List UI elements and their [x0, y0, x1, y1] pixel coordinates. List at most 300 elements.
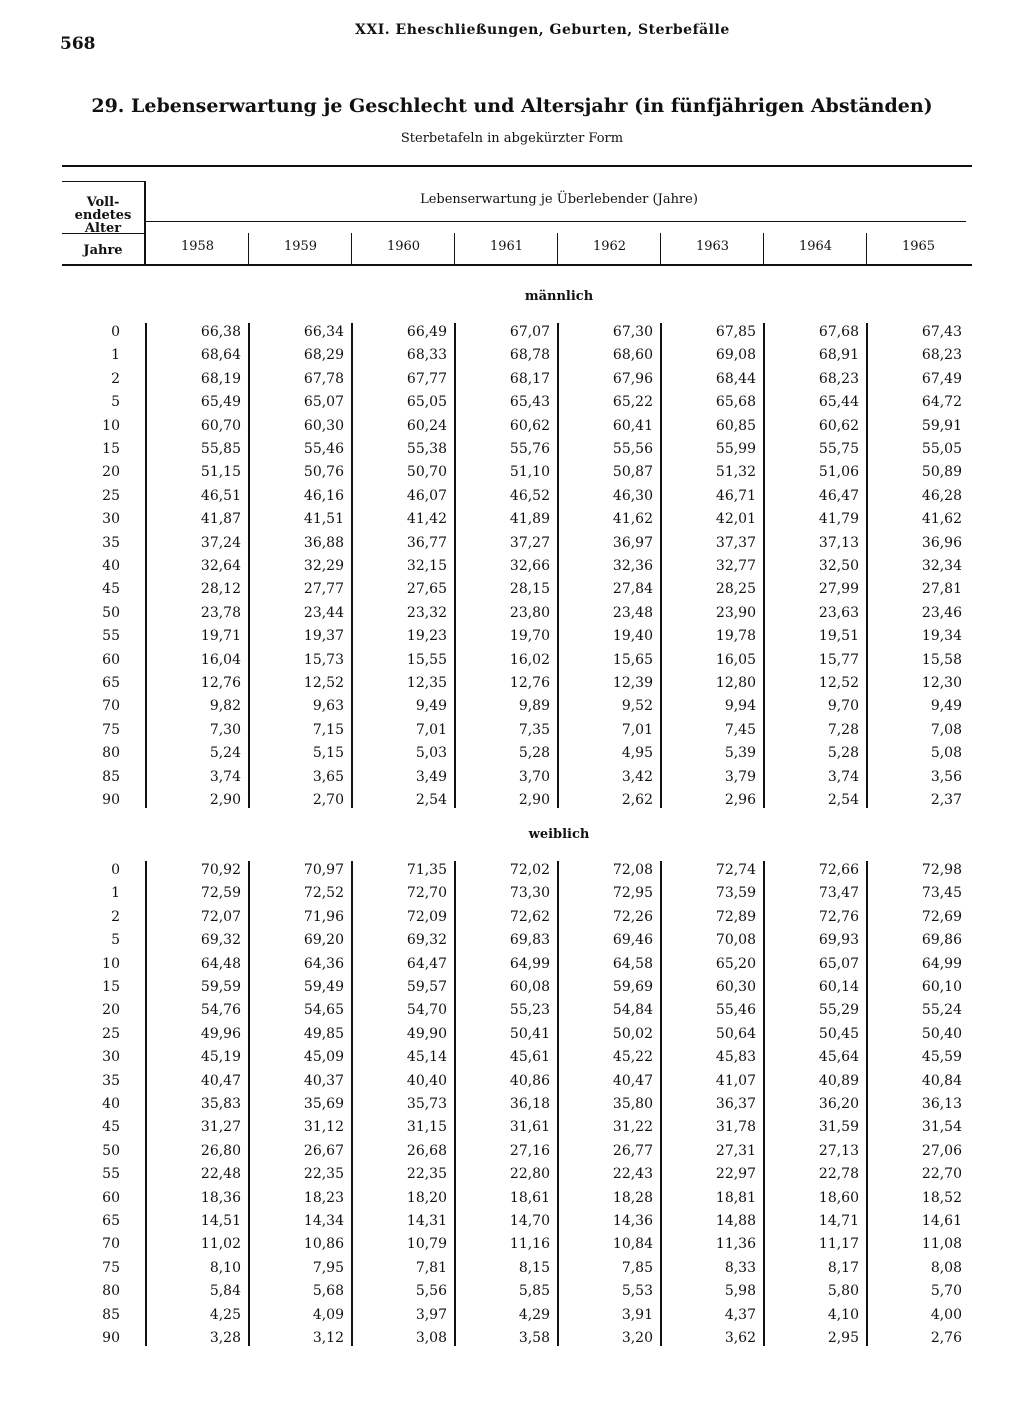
- value-cell: 19,78: [715, 628, 756, 645]
- value-cell: 23,48: [612, 604, 653, 621]
- value-cell: 72,89: [715, 908, 756, 925]
- value-cell: 23,80: [509, 604, 550, 621]
- value-cell: 9,52: [621, 698, 653, 715]
- value-cell: 14,51: [200, 1213, 241, 1229]
- value-cell: 68,60: [612, 347, 653, 364]
- table-subtitle: Sterbetafeln in abgekürzter Form: [400, 131, 624, 146]
- year-header-divider: [351, 233, 352, 264]
- value-cell: 60,70: [200, 417, 241, 434]
- table-row: [62, 1304, 972, 1327]
- value-cell: 72,07: [200, 908, 241, 925]
- value-cell: 18,52: [921, 1189, 962, 1206]
- age-header-line-1: Voll-: [86, 195, 120, 210]
- value-cell: 22,43: [612, 1166, 653, 1183]
- value-cell: 37,24: [200, 534, 241, 551]
- value-cell: 68,78: [509, 347, 550, 364]
- value-cell: 69,86: [921, 932, 962, 949]
- value-cell: 31,12: [303, 1119, 344, 1136]
- value-cell: 46,16: [303, 487, 344, 504]
- value-cell: 2,70: [312, 792, 344, 808]
- value-cell: 72,52: [303, 885, 344, 902]
- value-cell: 27,99: [818, 581, 859, 598]
- value-cell: 64,48: [200, 955, 241, 972]
- value-cell: 37,13: [818, 534, 859, 551]
- value-cell: 5,56: [415, 1283, 447, 1300]
- value-cell: 9,89: [518, 698, 550, 715]
- age-cell: 2: [111, 908, 120, 925]
- value-cell: 18,36: [200, 1189, 241, 1206]
- age-cell: 0: [111, 324, 120, 340]
- table-row: [62, 953, 972, 976]
- value-cell: 65,22: [612, 394, 653, 411]
- value-cell: 59,59: [200, 979, 241, 995]
- value-cell: 3,65: [312, 768, 344, 785]
- value-cell: 23,63: [818, 604, 859, 621]
- value-cell: 54,84: [612, 1002, 653, 1019]
- value-cell: 59,49: [303, 979, 344, 995]
- age-cell: 70: [102, 1236, 120, 1253]
- table-row: [62, 1046, 972, 1069]
- value-cell: 40,47: [612, 1072, 653, 1089]
- value-cell: 2,54: [827, 792, 859, 808]
- value-cell: 45,22: [612, 1049, 653, 1066]
- value-cell: 2,95: [827, 1330, 859, 1346]
- value-cell: 65,05: [406, 394, 447, 411]
- value-cell: 11,08: [921, 1236, 962, 1253]
- value-cell: 5,98: [724, 1283, 756, 1300]
- value-cell: 3,12: [312, 1330, 344, 1346]
- age-cell: 40: [102, 1096, 120, 1112]
- table-row: [62, 1116, 972, 1139]
- value-cell: 23,44: [303, 604, 344, 621]
- value-cell: 7,28: [827, 721, 859, 738]
- year-header: 1962: [592, 239, 627, 254]
- value-cell: 68,91: [818, 347, 859, 364]
- value-cell: 51,15: [200, 464, 241, 481]
- value-cell: 66,38: [200, 324, 241, 340]
- value-cell: 22,35: [303, 1166, 344, 1183]
- value-cell: 32,64: [200, 558, 241, 574]
- age-cell: 35: [102, 534, 120, 551]
- value-cell: 7,01: [415, 721, 447, 738]
- value-cell: 15,73: [303, 651, 344, 668]
- table-title: 29. Lebenserwartung je Geschlecht und Altersjahr (in fünfjährigen Abständen): [91, 95, 933, 117]
- value-cell: 54,76: [200, 1002, 241, 1019]
- value-cell: 5,28: [827, 745, 859, 762]
- value-cell: 18,81: [715, 1189, 756, 1206]
- age-cell: 10: [102, 955, 120, 972]
- value-cell: 23,78: [200, 604, 241, 621]
- value-cell: 4,10: [827, 1306, 859, 1323]
- table-row: [62, 1327, 972, 1350]
- value-cell: 31,15: [406, 1119, 447, 1136]
- value-cell: 50,02: [612, 1025, 653, 1042]
- table-row: [62, 368, 972, 391]
- year-header: 1959: [283, 239, 318, 254]
- value-cell: 2,37: [930, 792, 962, 808]
- value-cell: 22,97: [715, 1166, 756, 1183]
- value-cell: 41,62: [921, 511, 962, 528]
- value-cell: 12,52: [818, 675, 859, 691]
- value-cell: 4,95: [621, 745, 653, 762]
- value-cell: 55,46: [303, 441, 344, 457]
- value-cell: 50,70: [406, 464, 447, 481]
- value-cell: 41,07: [715, 1072, 756, 1089]
- table-row: [62, 1187, 972, 1210]
- value-cell: 5,70: [930, 1283, 962, 1300]
- value-cell: 36,88: [303, 534, 344, 551]
- value-cell: 55,76: [509, 441, 550, 457]
- value-cell: 4,37: [724, 1306, 756, 1323]
- value-cell: 32,77: [715, 558, 756, 574]
- value-cell: 12,39: [612, 675, 653, 691]
- value-cell: 66,49: [406, 324, 447, 340]
- value-cell: 37,27: [509, 534, 550, 551]
- value-cell: 5,15: [312, 745, 344, 762]
- value-cell: 70,08: [715, 932, 756, 949]
- value-cell: 36,37: [715, 1096, 756, 1112]
- value-cell: 67,78: [303, 370, 344, 387]
- value-cell: 12,35: [406, 675, 447, 691]
- value-cell: 46,07: [406, 487, 447, 504]
- value-cell: 69,32: [200, 932, 241, 949]
- value-cell: 31,22: [612, 1119, 653, 1136]
- value-cell: 10,84: [612, 1236, 653, 1253]
- age-cell: 1: [111, 347, 120, 364]
- value-cell: 19,40: [612, 628, 653, 645]
- age-header-line-3: Alter: [84, 221, 122, 236]
- value-cell: 14,61: [921, 1213, 962, 1229]
- value-cell: 60,62: [509, 417, 550, 434]
- value-cell: 3,42: [621, 768, 653, 785]
- value-cell: 15,58: [921, 651, 962, 668]
- value-cell: 46,52: [509, 487, 550, 504]
- value-cell: 55,75: [818, 441, 859, 457]
- value-cell: 11,02: [200, 1236, 241, 1253]
- age-cell: 65: [102, 675, 120, 691]
- value-cell: 2,90: [209, 792, 241, 808]
- value-cell: 45,83: [715, 1049, 756, 1066]
- value-cell: 70,97: [303, 862, 344, 878]
- value-cell: 9,82: [209, 698, 241, 715]
- value-cell: 14,71: [818, 1213, 859, 1229]
- value-cell: 28,12: [200, 581, 241, 598]
- value-cell: 37,37: [715, 534, 756, 551]
- value-cell: 59,91: [921, 417, 962, 434]
- value-cell: 18,20: [406, 1189, 447, 1206]
- value-cell: 31,59: [818, 1119, 859, 1136]
- value-cell: 46,28: [921, 487, 962, 504]
- value-cell: 55,23: [509, 1002, 550, 1019]
- value-cell: 7,15: [312, 721, 344, 738]
- age-cell: 55: [102, 1166, 120, 1183]
- value-cell: 71,35: [406, 862, 447, 878]
- value-cell: 36,96: [921, 534, 962, 551]
- value-cell: 28,25: [715, 581, 756, 598]
- value-cell: 36,77: [406, 534, 447, 551]
- value-cell: 22,35: [406, 1166, 447, 1183]
- value-cell: 32,29: [303, 558, 344, 574]
- value-cell: 14,36: [612, 1213, 653, 1229]
- value-cell: 10,79: [406, 1236, 447, 1253]
- age-cell: 90: [102, 792, 120, 808]
- age-cell: 30: [102, 1049, 120, 1066]
- value-cell: 27,16: [509, 1142, 550, 1159]
- table-row: [62, 625, 972, 648]
- age-cell: 45: [102, 581, 120, 598]
- running-head: XXI. Eheschließungen, Geburten, Sterbefälle: [355, 22, 730, 38]
- age-cell: 0: [111, 862, 120, 878]
- age-cell: 45: [102, 1119, 120, 1136]
- value-cell: 41,62: [612, 511, 653, 528]
- age-cell: 10: [102, 417, 120, 434]
- age-cell: 25: [102, 487, 120, 504]
- value-cell: 67,43: [921, 324, 962, 340]
- value-cell: 26,67: [303, 1142, 344, 1159]
- year-header-divider: [660, 233, 661, 264]
- value-cell: 64,47: [406, 955, 447, 972]
- value-cell: 19,34: [921, 628, 962, 645]
- table-row: [62, 415, 972, 438]
- value-cell: 8,33: [724, 1259, 756, 1276]
- value-cell: 27,84: [612, 581, 653, 598]
- table-row: [62, 1070, 972, 1093]
- age-cell: 85: [102, 768, 120, 785]
- top-rule: [62, 165, 972, 167]
- value-cell: 51,32: [715, 464, 756, 481]
- value-cell: 72,76: [818, 908, 859, 925]
- value-cell: 36,97: [612, 534, 653, 551]
- age-cell: 70: [102, 698, 120, 715]
- value-cell: 27,06: [921, 1142, 962, 1159]
- age-cell: 2: [111, 370, 120, 387]
- value-cell: 15,55: [406, 651, 447, 668]
- value-cell: 65,20: [715, 955, 756, 972]
- value-cell: 2,62: [621, 792, 653, 808]
- section-label: weiblich: [528, 827, 590, 842]
- value-cell: 26,80: [200, 1142, 241, 1159]
- value-cell: 16,02: [509, 651, 550, 668]
- value-cell: 19,71: [200, 628, 241, 645]
- age-cell: 50: [102, 604, 120, 621]
- value-cell: 3,28: [209, 1330, 241, 1346]
- value-cell: 23,32: [406, 604, 447, 621]
- value-cell: 22,48: [200, 1166, 241, 1183]
- value-cell: 68,29: [303, 347, 344, 364]
- value-cell: 72,98: [921, 862, 962, 878]
- table-row: [62, 695, 972, 718]
- value-cell: 50,89: [921, 464, 962, 481]
- age-cell: 80: [102, 1283, 120, 1300]
- value-cell: 64,99: [921, 955, 962, 972]
- value-cell: 14,70: [509, 1213, 550, 1229]
- value-cell: 72,26: [612, 908, 653, 925]
- value-cell: 71,96: [303, 908, 344, 925]
- table-row: [62, 1140, 972, 1163]
- table-row: [62, 1093, 972, 1116]
- table-row: [62, 906, 972, 929]
- value-cell: 14,88: [715, 1213, 756, 1229]
- value-cell: 19,23: [406, 628, 447, 645]
- span-header-rule: [146, 221, 966, 222]
- value-cell: 18,28: [612, 1189, 653, 1206]
- value-cell: 5,24: [209, 745, 241, 762]
- age-cell: 85: [102, 1306, 120, 1323]
- year-header-divider: [557, 233, 558, 264]
- age-cell: 75: [102, 721, 120, 738]
- value-cell: 3,20: [621, 1330, 653, 1346]
- value-cell: 9,49: [415, 698, 447, 715]
- value-cell: 12,30: [921, 675, 962, 691]
- value-cell: 50,40: [921, 1025, 962, 1042]
- value-cell: 69,20: [303, 932, 344, 949]
- value-cell: 16,05: [715, 651, 756, 668]
- value-cell: 14,34: [303, 1213, 344, 1229]
- value-cell: 49,90: [406, 1025, 447, 1042]
- table-row: [62, 344, 972, 367]
- age-cell: 40: [102, 558, 120, 574]
- value-cell: 69,08: [715, 347, 756, 364]
- value-cell: 11,17: [818, 1236, 859, 1253]
- value-cell: 70,92: [200, 862, 241, 878]
- value-cell: 12,52: [303, 675, 344, 691]
- value-cell: 4,25: [209, 1306, 241, 1323]
- value-cell: 10,86: [303, 1236, 344, 1253]
- value-cell: 42,01: [715, 511, 756, 528]
- value-cell: 31,54: [921, 1119, 962, 1136]
- value-cell: 46,51: [200, 487, 241, 504]
- value-cell: 50,41: [509, 1025, 550, 1042]
- value-cell: 2,90: [518, 792, 550, 808]
- value-cell: 68,19: [200, 370, 241, 387]
- table-row: [62, 742, 972, 765]
- value-cell: 9,49: [930, 698, 962, 715]
- value-cell: 46,71: [715, 487, 756, 504]
- table-row: [62, 485, 972, 508]
- table-row: [62, 391, 972, 414]
- table-row: [62, 649, 972, 672]
- age-cell: 65: [102, 1213, 120, 1229]
- value-cell: 41,89: [509, 511, 550, 528]
- value-cell: 40,40: [406, 1072, 447, 1089]
- value-cell: 23,46: [921, 604, 962, 621]
- value-cell: 3,91: [621, 1306, 653, 1323]
- value-cell: 12,76: [509, 675, 550, 691]
- table-row: [62, 1210, 972, 1233]
- value-cell: 12,80: [715, 675, 756, 691]
- value-cell: 55,46: [715, 1002, 756, 1019]
- table-row: [62, 719, 972, 742]
- value-cell: 7,35: [518, 721, 550, 738]
- age-cell: 25: [102, 1025, 120, 1042]
- value-cell: 27,31: [715, 1142, 756, 1159]
- value-cell: 55,05: [921, 441, 962, 457]
- table-row: [62, 1257, 972, 1280]
- value-cell: 8,15: [518, 1259, 550, 1276]
- value-cell: 5,84: [209, 1283, 241, 1300]
- value-cell: 36,13: [921, 1096, 962, 1112]
- value-cell: 72,62: [509, 908, 550, 925]
- value-cell: 72,70: [406, 885, 447, 902]
- value-cell: 45,59: [921, 1049, 962, 1066]
- table-row: [62, 672, 972, 695]
- value-cell: 3,74: [209, 768, 241, 785]
- value-cell: 18,23: [303, 1189, 344, 1206]
- table-row: [62, 555, 972, 578]
- value-cell: 69,83: [509, 932, 550, 949]
- age-cell: 75: [102, 1259, 120, 1276]
- value-cell: 27,77: [303, 581, 344, 598]
- value-cell: 9,63: [312, 698, 344, 715]
- value-cell: 67,85: [715, 324, 756, 340]
- value-cell: 8,08: [930, 1259, 962, 1276]
- value-cell: 65,44: [818, 394, 859, 411]
- value-cell: 14,31: [406, 1213, 447, 1229]
- value-cell: 65,49: [200, 394, 241, 411]
- value-cell: 19,37: [303, 628, 344, 645]
- value-cell: 22,78: [818, 1166, 859, 1183]
- value-cell: 40,84: [921, 1072, 962, 1089]
- value-cell: 46,30: [612, 487, 653, 504]
- table-row: [62, 1280, 972, 1303]
- value-cell: 54,70: [406, 1002, 447, 1019]
- value-cell: 2,96: [724, 792, 756, 808]
- value-cell: 7,81: [415, 1259, 447, 1276]
- age-cell: 60: [102, 1189, 120, 1206]
- value-cell: 40,37: [303, 1072, 344, 1089]
- value-cell: 60,10: [921, 979, 962, 995]
- value-cell: 32,34: [921, 558, 962, 574]
- table-row: [62, 1023, 972, 1046]
- value-cell: 68,33: [406, 347, 447, 364]
- value-cell: 40,47: [200, 1072, 241, 1089]
- value-cell: 22,70: [921, 1166, 962, 1183]
- value-cell: 5,03: [415, 745, 447, 762]
- value-cell: 3,79: [724, 768, 756, 785]
- value-cell: 73,59: [715, 885, 756, 902]
- table-row: [62, 1233, 972, 1256]
- table-row: [62, 766, 972, 789]
- age-cell: 5: [111, 932, 120, 949]
- age-cell: 1: [111, 885, 120, 902]
- value-cell: 72,66: [818, 862, 859, 878]
- value-cell: 65,07: [818, 955, 859, 972]
- value-cell: 2,76: [930, 1330, 962, 1346]
- value-cell: 7,85: [621, 1259, 653, 1276]
- value-cell: 55,29: [818, 1002, 859, 1019]
- value-cell: 68,23: [921, 347, 962, 364]
- value-cell: 72,95: [612, 885, 653, 902]
- value-cell: 3,74: [827, 768, 859, 785]
- value-cell: 19,70: [509, 628, 550, 645]
- year-header: 1961: [489, 239, 524, 254]
- value-cell: 8,10: [209, 1259, 241, 1276]
- value-cell: 59,57: [406, 979, 447, 995]
- value-cell: 55,85: [200, 441, 241, 457]
- table-row: [62, 532, 972, 555]
- table-row: [62, 882, 972, 905]
- value-cell: 67,30: [612, 324, 653, 340]
- table-row: [62, 1163, 972, 1186]
- value-cell: 35,83: [200, 1096, 241, 1112]
- value-cell: 72,02: [509, 862, 550, 878]
- value-cell: 3,58: [518, 1330, 550, 1346]
- table-row: [62, 976, 972, 999]
- value-cell: 26,68: [406, 1142, 447, 1159]
- age-cell: 15: [102, 441, 120, 457]
- spanning-header: Lebenserwartung je Überlebender (Jahre): [420, 192, 698, 207]
- value-cell: 4,00: [930, 1306, 962, 1323]
